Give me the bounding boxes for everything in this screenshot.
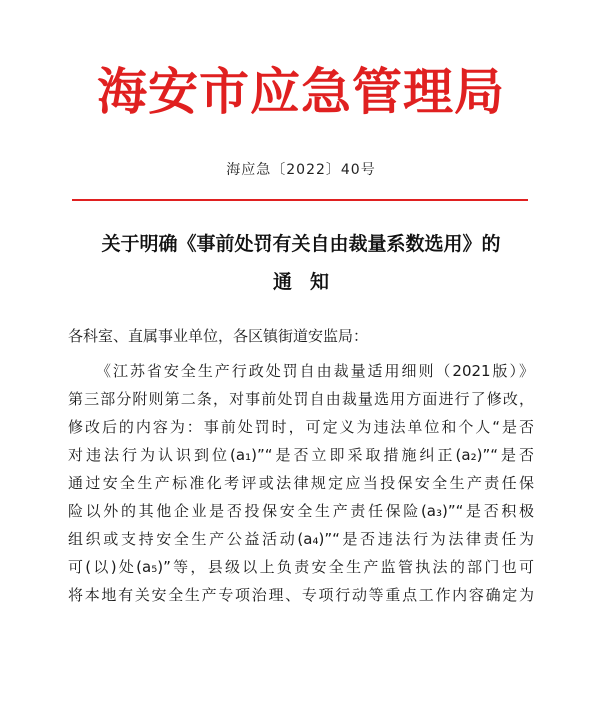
letterhead-red-rule [72, 199, 528, 201]
body-line-3: 修改后的内容为：事前处罚时，可定义为违法单位和个人“是否 [68, 418, 534, 436]
document-title-line-1: 关于明确《事前处罚有关自由裁量系数选用》的 [101, 233, 501, 255]
body-line-2: 第三部分附则第二条，对事前处罚自由裁量选用方面进行了修改， [68, 390, 534, 408]
body-line-9: 将本地有关安全生产专项治理、专项行动等重点工作内容确定为 [68, 586, 534, 604]
body-line-5: 通过安全生产标准化考评或法律规定应当投保安全生产责任保 [68, 474, 534, 492]
body-line-6: 险以外的其他企业是否投保安全生产责任保险(a₃)”“是否积极 [68, 502, 534, 520]
document-title-line-2: 通知 [272, 271, 347, 293]
body-line-7: 组织或支持安全生产公益活动(a₄)”“是否违法行为法律责任为 [68, 530, 534, 548]
body-line-8: 可(以)处(a₅)”等，县级以上负责安全生产监管执法的部门也可 [68, 558, 534, 576]
salutation: 各科室、直属事业单位，各区镇街道安监局： [68, 327, 369, 345]
body-line-1: 《江苏省安全生产行政处罚自由裁量适用细则（2021版）》 [96, 362, 534, 380]
body-line-4: 对违法行为认识到位(a₁)”“是否立即采取措施纠正(a₂)”“是否 [68, 446, 534, 464]
agency-letterhead: 海安市应急管理局 [97, 62, 505, 121]
document-number: 海应急〔2022〕40号 [226, 162, 376, 178]
